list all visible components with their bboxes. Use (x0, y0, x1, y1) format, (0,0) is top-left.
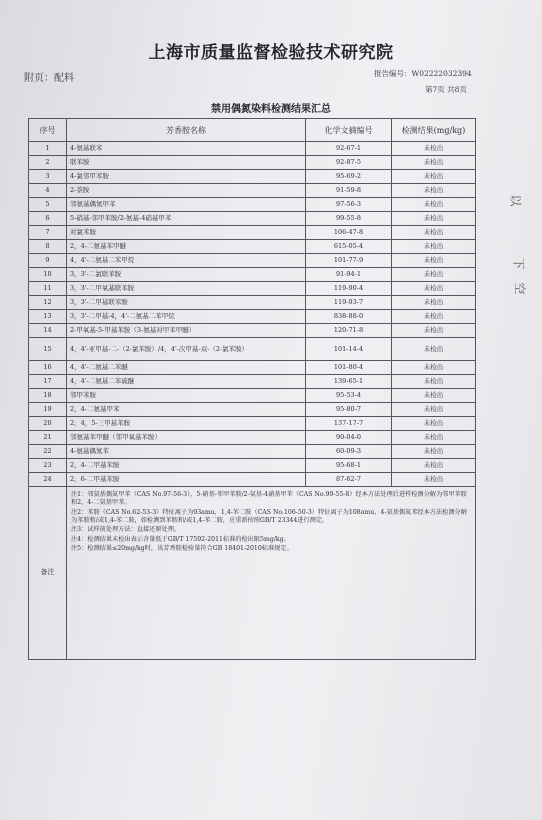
cas-number: 615-05-4 (306, 240, 392, 254)
results-table (28, 118, 476, 660)
table-row (29, 268, 476, 282)
result: 未检出 (392, 403, 476, 417)
table-header-row (29, 119, 476, 142)
table-row (29, 338, 476, 361)
amine-name: 3，3'-二氯联苯胺 (67, 268, 306, 282)
note-1: 注1：邻氨基偶氮甲苯（CAS No.97-56-3）、5-硝基-邻甲苯胺/2-氨基-4硝基甲苯（CAS No.99-55-8）经本方法处理后进样检测分解为邻甲苯胺和2，4-二氨基甲苯。 (71, 491, 467, 507)
result: 未检出 (392, 240, 476, 254)
result: 未检出 (392, 459, 476, 473)
table-row (29, 431, 476, 445)
cas-number: 119-93-7 (306, 296, 392, 310)
result: 未检出 (392, 473, 476, 487)
note-5: 注5：检测结果≤20mg/kg时，该芳香胺检验量符合GB 18401-2010标准规定。 (71, 545, 293, 553)
cas-number: 87-62-7 (306, 473, 392, 487)
result: 未检出 (392, 361, 476, 375)
note-4: 注4：检测结果未检出表示含量低于GB/T 17592-2011标准的检出限5mg/kg。 (71, 535, 290, 543)
amine-name: 4-氯邻甲苯胺 (67, 170, 306, 184)
row-number: 20 (29, 417, 67, 431)
column-header-no: 序号 (29, 119, 67, 142)
amine-name: 邻氨基偶氮甲苯 (67, 198, 306, 212)
amine-name: 5-硝基-邻甲苯胺/2-氨基-4硝基甲苯 (67, 212, 306, 226)
cas-number: 101-14-4 (306, 338, 392, 361)
table-title: 禁用偶氮染料检测结果汇总 (211, 104, 331, 115)
result: 未检出 (392, 324, 476, 338)
result: 未检出 (392, 184, 476, 198)
notes-label: 备注 (29, 487, 67, 660)
row-number: 12 (29, 296, 67, 310)
table-row (29, 375, 476, 389)
result: 未检出 (392, 198, 476, 212)
table-row (29, 324, 476, 338)
row-number: 13 (29, 310, 67, 324)
amine-name: 邻甲苯胺 (67, 389, 306, 403)
result: 未检出 (392, 156, 476, 170)
amine-name: 3，3'-二甲基联苯胺 (67, 296, 306, 310)
cas-number: 95-68-1 (306, 459, 392, 473)
row-number: 24 (29, 473, 67, 487)
column-header-result: 检测结果(mg/kg) (392, 119, 476, 142)
amine-name: 4，4'-二氨基二苯硫醚 (67, 375, 306, 389)
row-number: 16 (29, 361, 67, 375)
handwritten-mark-3: 空 (512, 282, 527, 295)
table-row (29, 254, 476, 268)
amine-name: 4-氨基联苯 (67, 142, 306, 156)
table-row (29, 226, 476, 240)
cas-number: 95-69-2 (306, 170, 392, 184)
cas-number: 91-94-1 (306, 268, 392, 282)
amine-name: 4，4'-亚甲基-二-（2-氯苯胺）/4，4'-次甲基-双-（2-氯苯胺） (67, 338, 306, 361)
table-row (29, 389, 476, 403)
result: 未检出 (392, 296, 476, 310)
row-number: 23 (29, 459, 67, 473)
cas-number: 106-47-8 (306, 226, 392, 240)
row-number: 11 (29, 282, 67, 296)
table-row (29, 282, 476, 296)
result: 未检出 (392, 282, 476, 296)
result: 未检出 (392, 268, 476, 282)
table-row (29, 184, 476, 198)
row-number: 8 (29, 240, 67, 254)
row-number: 21 (29, 431, 67, 445)
column-header-amine-name: 芳香胺名称 (67, 119, 306, 142)
amine-name: 2，4-二甲基苯胺 (67, 459, 306, 473)
result: 未检出 (392, 389, 476, 403)
table-row (29, 459, 476, 473)
cas-number: 90-04-0 (306, 431, 392, 445)
cas-number: 101-77-9 (306, 254, 392, 268)
table-row (29, 198, 476, 212)
report-number: 报告编号：W02222032394 (374, 69, 472, 78)
row-number: 1 (29, 142, 67, 156)
cas-number: 92-67-1 (306, 142, 392, 156)
note-2: 注2：苯胺（CAS No.62-53-3）特征离子为93amu，1,4-苯二胺（CAS No.106-50-3）特征离子为108amu，4-氨基偶氮苯经本方法检测分解为苯胺和/或1,4-苯二胺，如检测到苯胺和/或1,4-苯二胺，应重新按照GB/T 23344进行测定。 (71, 508, 467, 525)
cas-number: 120-71-8 (306, 324, 392, 338)
amine-name: 2-萘胺 (67, 184, 306, 198)
cas-number: 101-80-4 (306, 361, 392, 375)
cas-number: 137-17-7 (306, 417, 392, 431)
row-number: 15 (29, 338, 67, 361)
result: 未检出 (392, 142, 476, 156)
note-3: 注3：试样前处理方法：直接还原处理。 (71, 526, 181, 534)
amine-name: 4，4'-二氨基二苯醚 (67, 361, 306, 375)
row-number: 6 (29, 212, 67, 226)
amine-name: 邻氨基苯甲醚（邻甲氧基苯胺） (67, 431, 306, 445)
table-row (29, 310, 476, 324)
table-row (29, 142, 476, 156)
amine-name: 4-氨基偶氮苯 (67, 445, 306, 459)
row-number: 14 (29, 324, 67, 338)
result: 未检出 (392, 417, 476, 431)
result: 未检出 (392, 338, 476, 361)
cas-number: 119-90-4 (306, 282, 392, 296)
table-row (29, 156, 476, 170)
table-row (29, 403, 476, 417)
amine-name: 2，6-二甲基苯胺 (67, 473, 306, 487)
amine-name: 联苯胺 (67, 156, 306, 170)
appendix-label: 附页：配料 (24, 73, 74, 84)
table-row (29, 170, 476, 184)
handwritten-mark-2: 下 (511, 257, 526, 270)
result: 未检出 (392, 254, 476, 268)
row-number: 19 (29, 403, 67, 417)
column-header-cas: 化学文摘编号 (306, 119, 392, 142)
row-number: 17 (29, 375, 67, 389)
result: 未检出 (392, 375, 476, 389)
row-number: 3 (29, 170, 67, 184)
result: 未检出 (392, 445, 476, 459)
row-number: 9 (29, 254, 67, 268)
table-row (29, 473, 476, 487)
cas-number: 95-53-4 (306, 389, 392, 403)
result: 未检出 (392, 170, 476, 184)
cas-number: 91-59-8 (306, 184, 392, 198)
row-number: 5 (29, 198, 67, 212)
cas-number: 92-87-5 (306, 156, 392, 170)
table-row (29, 445, 476, 459)
result: 未检出 (392, 212, 476, 226)
table-row (29, 296, 476, 310)
cas-number: 838-88-0 (306, 310, 392, 324)
cas-number: 97-56-3 (306, 198, 392, 212)
cas-number: 60-09-3 (306, 445, 392, 459)
row-number: 7 (29, 226, 67, 240)
cas-number: 99-55-8 (306, 212, 392, 226)
row-number: 22 (29, 445, 67, 459)
row-number: 18 (29, 389, 67, 403)
institute-title: 上海市质量监督检验技术研究院 (148, 43, 394, 63)
notes-row (29, 487, 476, 660)
result: 未检出 (392, 226, 476, 240)
row-number: 10 (29, 268, 67, 282)
row-number: 2 (29, 156, 67, 170)
amine-name: 2，4-二氨基苯甲醚 (67, 240, 306, 254)
notes-cell (67, 487, 476, 660)
cas-number: 95-80-7 (306, 403, 392, 417)
amine-name: 3，3'-二甲氧基联苯胺 (67, 282, 306, 296)
cas-number: 139-65-1 (306, 375, 392, 389)
result: 未检出 (392, 310, 476, 324)
row-number: 4 (29, 184, 67, 198)
amine-name: 2，4-二氨基甲苯 (67, 403, 306, 417)
amine-name: 对氯苯胺 (67, 226, 306, 240)
handwritten-mark-1: 以 (508, 194, 523, 207)
amine-name: 2-甲氧基-5-甲基苯胺（3-氨基对甲苯甲醚） (67, 324, 306, 338)
table-row (29, 212, 476, 226)
result: 未检出 (392, 431, 476, 445)
table-row (29, 240, 476, 254)
amine-name: 4，4'-二氨基二苯甲烷 (67, 254, 306, 268)
amine-name: 3，3'-二甲基-4，4'-二氨基二苯甲烷 (67, 310, 306, 324)
page-number: 第7页 共8页 (425, 85, 467, 94)
amine-name: 2，4，5-三甲基苯胺 (67, 417, 306, 431)
table-row (29, 361, 476, 375)
table-row (29, 417, 476, 431)
